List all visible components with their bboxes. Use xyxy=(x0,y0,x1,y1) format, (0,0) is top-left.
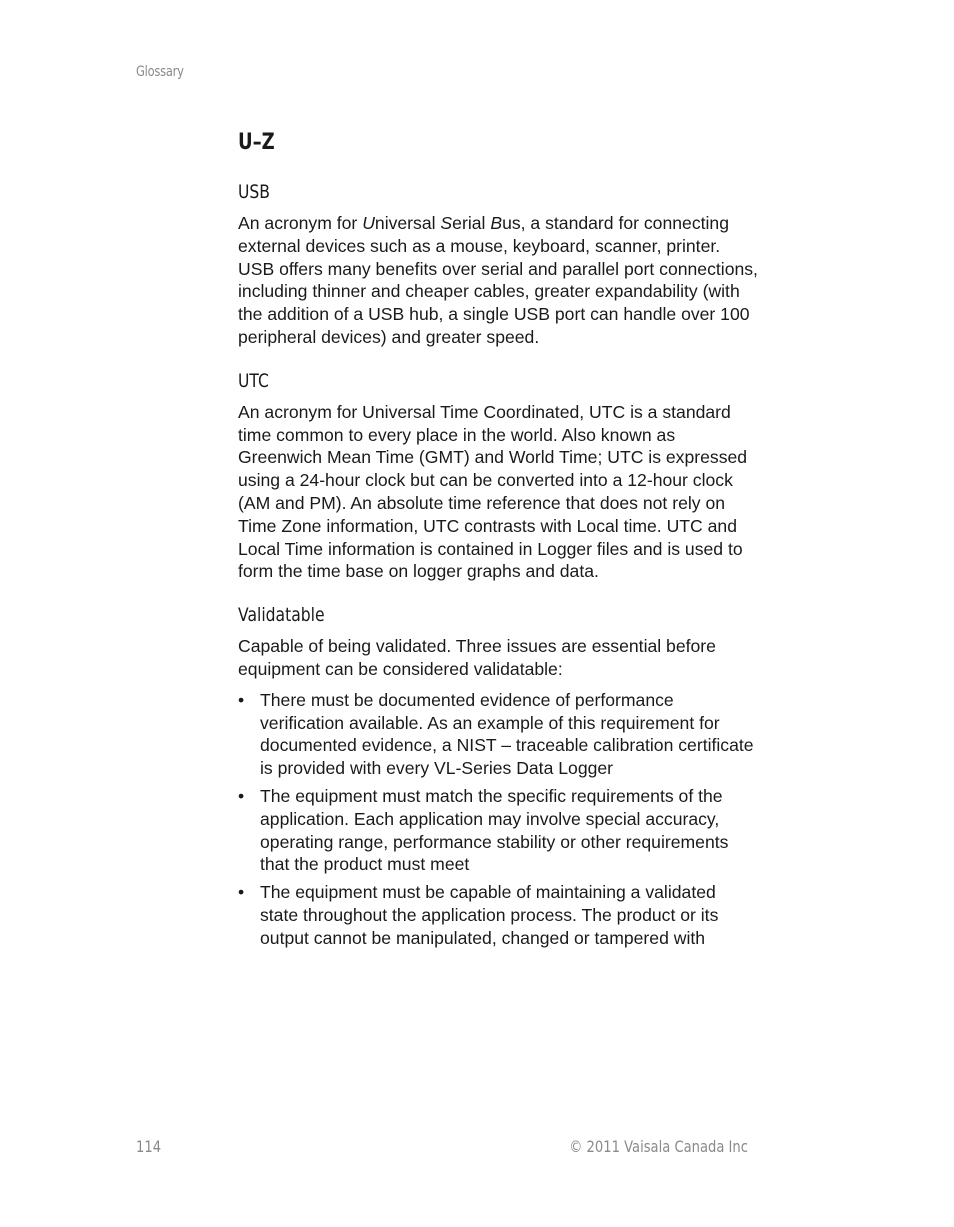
section-title: U–Z xyxy=(238,130,275,155)
requirements-list xyxy=(238,689,758,950)
term-definition: Capable of being validated. Three issues are essential before equipment can be considered validatable: xyxy=(238,636,716,679)
term-heading: USB xyxy=(238,181,270,203)
running-header: Glossary xyxy=(136,64,184,80)
glossary-content xyxy=(238,128,758,970)
term-heading: Validatable xyxy=(238,604,325,627)
bullet-icon: • xyxy=(238,689,245,710)
copyright-notice: © 2011 Vaisala Canada Inc xyxy=(569,1137,748,1156)
glossary-entry-usb xyxy=(238,180,758,349)
glossary-entry-validatable xyxy=(238,603,758,949)
bullet-icon: • xyxy=(238,785,245,806)
glossary-entry-utc xyxy=(238,369,758,583)
page-number: 114 xyxy=(136,1137,162,1156)
term-definition: An acronym for Universal Time Coordinated, UTC is a standard time common to every place in the world. Also known as Greenwich Mean Time (GMT) and World Time; UTC is expressed using a 24-hour clock but can be converted into a 12-hour clock (AM and PM). An absolute time reference that does not rely on Time Zone information, UTC contrasts with Local time. UTC and Local Time information is contained in Logger files and is used to form the time base on logger graphs and data. xyxy=(238,401,748,582)
bullet-icon: • xyxy=(238,882,245,903)
term-heading: UTC xyxy=(238,369,269,392)
list-item: • The equipment must be capable of maintaining a validated state throughout the application process. The product or its output cannot be manipulated, changed or tampered with xyxy=(238,882,719,948)
list-item: • The equipment must match the specific requirements of the application. Each application may involve special accuracy, operating range, performance stability or other requirements that the product must meet xyxy=(238,785,729,875)
term-definition: An acronym for Universal Serial Bus, a standard for connecting external devices such as a mouse, keyboard, scanner, printer. USB offers many benefits over serial and parallel port connections, including thinner and cheaper cables, greater expandability (with the addition of a USB hub, a single USB port can handle over 100 peripheral devices) and greater speed. xyxy=(238,213,758,347)
list-item: • There must be documented evidence of performance verification available. As an example of this requirement for documented evidence, a NIST – traceable calibration certificate is provided with every VL-Series Data Logger xyxy=(238,689,754,779)
